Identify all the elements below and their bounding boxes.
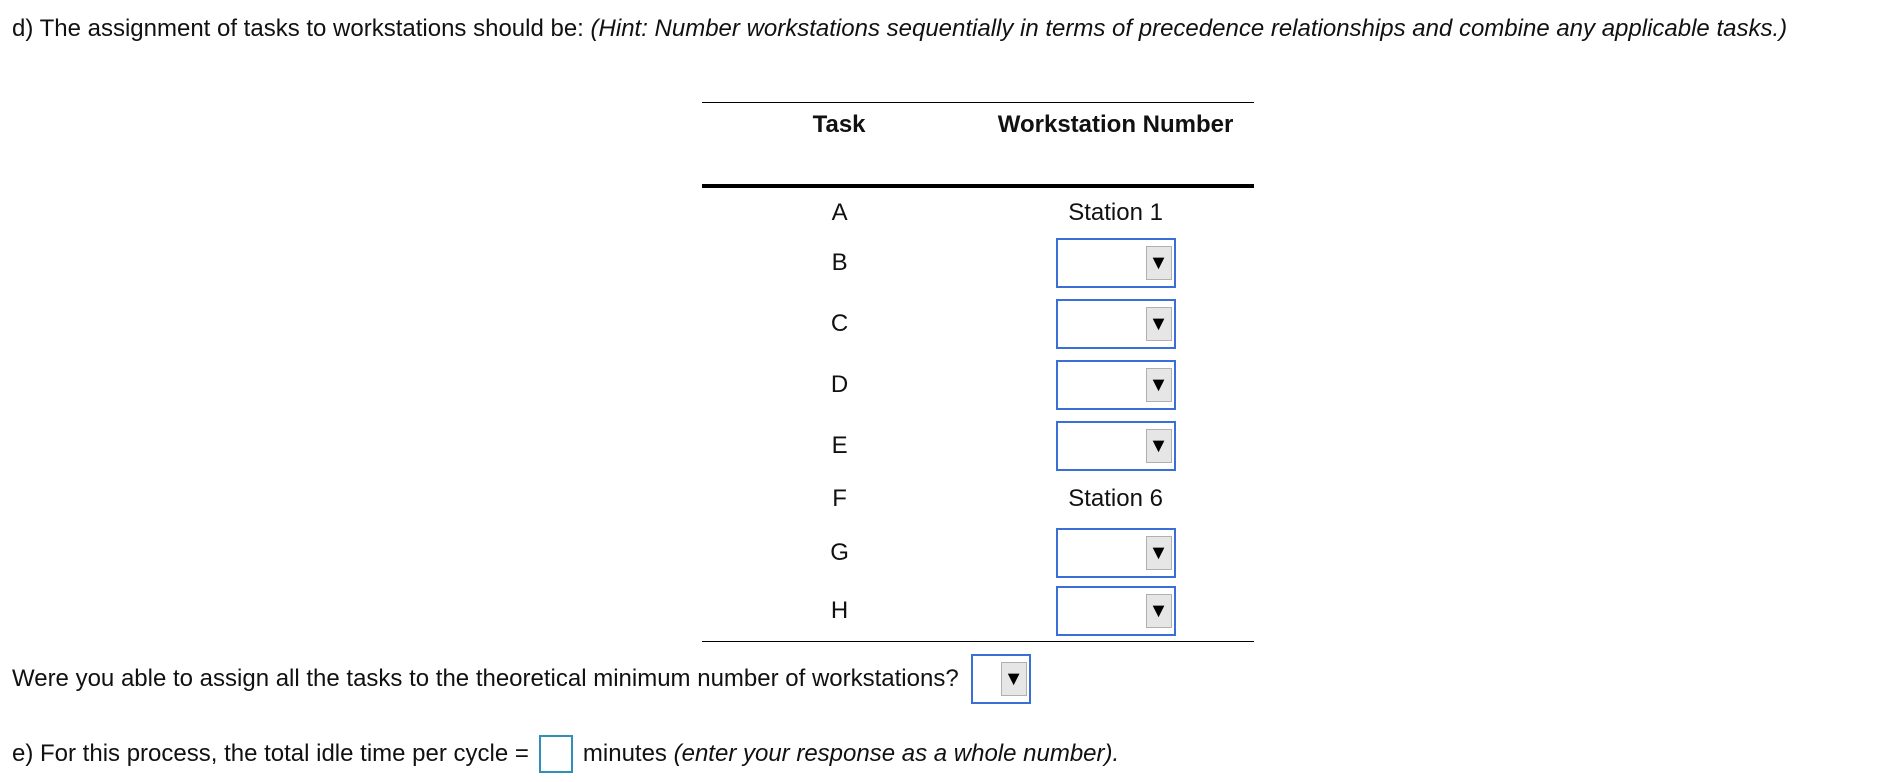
workstation-dropdown-d[interactable]	[1056, 360, 1176, 410]
task-label-a: A	[831, 199, 848, 226]
table-row-d	[702, 354, 1254, 415]
table-row-c	[702, 293, 1254, 354]
task-label-g: G	[830, 538, 849, 566]
task-label-h: H	[702, 583, 977, 641]
question-e	[12, 734, 1119, 774]
workstation-dropdown-b[interactable]	[1056, 238, 1176, 288]
dropdown-arrow-icon[interactable]: ▼	[1001, 662, 1027, 696]
table-row-f	[702, 476, 1254, 522]
dropdown-arrow-icon[interactable]: ▼	[1146, 368, 1172, 402]
task-label-b: B	[831, 248, 848, 276]
question-d-hint: (Hint: Number workstations sequentially in terms of precedence relationships and combine any applicable tasks.)	[590, 15, 1788, 42]
question-e-text: e) For this process, the total idle time per cycle =	[12, 740, 529, 767]
idle-time-input[interactable]	[539, 735, 573, 773]
dropdown-arrow-icon[interactable]: ▼	[1146, 594, 1172, 628]
dropdown-arrow-icon[interactable]: ▼	[1146, 307, 1172, 341]
task-label-e: E	[831, 431, 848, 459]
table-row-b	[702, 232, 1254, 293]
workstation-dropdown-g[interactable]	[1056, 528, 1176, 578]
question-e-unit: minutes	[582, 740, 667, 767]
header-workstation-number: Workstation Number	[977, 103, 1254, 187]
workstation-dropdown-h[interactable]	[1056, 586, 1176, 636]
minimum-workstations-dropdown[interactable]	[971, 654, 1031, 704]
question-minimum-text: Were you able to assign all the tasks to the theoretical minimum number of workstations?	[12, 665, 959, 692]
table-header-row	[702, 103, 1254, 187]
question-minimum-workstations	[12, 654, 1031, 704]
dropdown-arrow-icon[interactable]: ▼	[1146, 536, 1172, 570]
table-row-a	[702, 186, 1254, 232]
workstation-dropdown-e[interactable]	[1056, 421, 1176, 471]
workstation-value-f: Station 6	[1068, 485, 1163, 512]
question-e-note: (enter your response as a whole number).	[673, 740, 1120, 767]
task-label-c: C	[830, 309, 849, 337]
dropdown-arrow-icon[interactable]: ▼	[1146, 429, 1172, 463]
assignment-table	[702, 102, 1254, 642]
workstation-dropdown-c[interactable]	[1056, 299, 1176, 349]
task-label-d: D	[830, 370, 849, 398]
table-row-e	[702, 415, 1254, 476]
dropdown-arrow-icon[interactable]: ▼	[1146, 246, 1172, 280]
question-d	[12, 12, 1872, 46]
table-row-h	[702, 583, 1254, 641]
workstation-value-a: Station 1	[1068, 199, 1163, 226]
header-task: Task	[702, 103, 977, 187]
question-d-text: d) The assignment of tasks to workstations should be:	[12, 15, 591, 42]
task-label-f: F	[832, 485, 847, 512]
table-row-g	[702, 522, 1254, 583]
